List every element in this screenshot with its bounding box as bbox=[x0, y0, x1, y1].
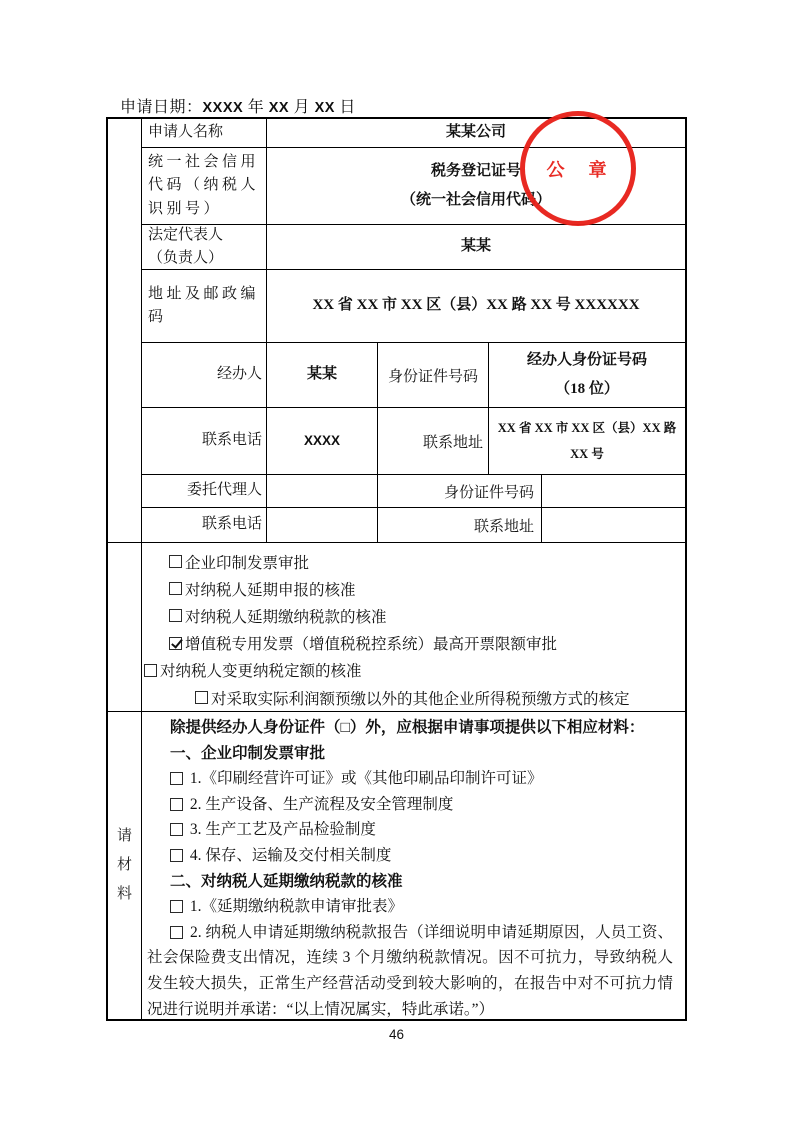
approval-item: 企业印制发票审批 bbox=[169, 548, 685, 575]
proxy-address-label: 联系地址 bbox=[377, 508, 541, 542]
material-item: 1.《印刷经营许可证》或《其他印刷品印制许可证》 bbox=[170, 766, 673, 792]
date-day-value: XX bbox=[314, 100, 335, 116]
proxy-id-label: 身份证件号码 bbox=[377, 475, 541, 507]
table-row bbox=[142, 148, 685, 225]
materials-side-label: 请材料 bbox=[116, 827, 132, 903]
materials-intro: 除提供经办人身份证件（□）外，应根据申请事项提供以下相应材料： bbox=[170, 719, 645, 736]
material-item: 4. 保存、运输及交付相关制度 bbox=[170, 843, 673, 869]
address-value: XX 省 XX 市 XX 区（县）XX 路 XX 号 XXXXXX bbox=[266, 270, 685, 342]
proxy-phone-value bbox=[266, 508, 377, 542]
date-month-value: XX bbox=[268, 100, 290, 116]
table-row bbox=[142, 475, 685, 508]
checkbox-unchecked-icon[interactable] bbox=[169, 582, 182, 595]
credit-code-label: 统一社会信用代码（纳税人识别号） bbox=[148, 154, 260, 217]
phone-value: XXXX bbox=[266, 408, 377, 474]
applicant-name-value: 某某公司 bbox=[266, 119, 685, 147]
materials-content bbox=[142, 712, 685, 1019]
material-item: 2. 生产设备、生产流程及安全管理制度 bbox=[170, 792, 673, 818]
proxy-label: 委托代理人 bbox=[186, 482, 262, 499]
approval-item: 对纳税人变更纳税定额的核准 bbox=[144, 657, 685, 684]
approval-side-cell bbox=[108, 543, 142, 711]
materials-side-cell bbox=[108, 712, 142, 1019]
materials-section1-title: 一、企业印制发票审批 bbox=[170, 744, 326, 762]
credit-code-value: 税务登记证号 （统一社会信用代码） bbox=[266, 148, 685, 224]
checkbox-unchecked-icon[interactable] bbox=[170, 823, 183, 836]
application-date-line bbox=[120, 94, 356, 117]
approval-items-section bbox=[108, 542, 685, 711]
checkbox-checked-icon[interactable] bbox=[169, 637, 182, 650]
checkbox-unchecked-icon[interactable] bbox=[170, 849, 183, 862]
material-item-paragraph: 2. 纳税人申请延期缴纳税款报告（详细说明申请延期原因，人员工资、社会保险费支出情况，连续 3 个月缴纳税款情况。因不可抗力，导致纳税人发生较大损失，正常生产经营活动受到较大影响的，在报告中对不可抗力情况进行说明并承诺：“以上情况属实，特此承诺。”） bbox=[147, 923, 673, 1018]
material-item: 1.《延期缴纳税款申请审批表》 bbox=[170, 894, 673, 920]
handler-name-value: 某某 bbox=[266, 343, 377, 407]
applicant-info-rows bbox=[142, 119, 685, 542]
contact-address-value: XX 省 XX 市 XX 区（县）XX 路 XX 号 bbox=[488, 408, 685, 474]
checkbox-unchecked-icon[interactable] bbox=[169, 609, 182, 622]
contact-address-label: 联系地址 bbox=[377, 408, 488, 474]
date-day-unit: 日 bbox=[334, 99, 356, 116]
materials-section2-title: 二、对纳税人延期缴纳税款的核准 bbox=[170, 872, 403, 890]
applicant-info-side-cell bbox=[108, 119, 142, 542]
checkbox-unchecked-icon[interactable] bbox=[170, 900, 183, 913]
table-row bbox=[142, 270, 685, 343]
checkbox-unchecked-icon[interactable] bbox=[170, 926, 183, 939]
table-row bbox=[142, 508, 685, 542]
approval-item: 对纳税人延期缴纳税款的核准 bbox=[169, 602, 685, 629]
table-row bbox=[142, 408, 685, 475]
material-item: 3. 生产工艺及产品检验制度 bbox=[170, 817, 673, 843]
date-label: 申请日期： bbox=[120, 99, 203, 116]
materials-section bbox=[108, 711, 685, 1019]
table-row bbox=[142, 119, 685, 148]
phone-label: 联系电话 bbox=[201, 432, 262, 449]
legal-rep-label: 法定代表人 （负责人） bbox=[148, 226, 224, 266]
handler-label: 经办人 bbox=[216, 366, 262, 383]
applicant-name-label: 申请人名称 bbox=[148, 124, 224, 141]
date-month-unit: 月 bbox=[289, 99, 315, 116]
approval-item-selected: 增值税专用发票（增值税税控系统）最高开票限额审批 bbox=[169, 630, 685, 657]
proxy-id-value bbox=[541, 475, 685, 507]
checkbox-unchecked-icon[interactable] bbox=[195, 691, 208, 704]
approval-item: 对纳税人延期申报的核准 bbox=[169, 575, 685, 602]
approval-item: 对采取实际利润额预缴以外的其他企业所得税预缴方式的核定 bbox=[195, 684, 685, 711]
address-label: 地址及邮政编码 bbox=[148, 285, 260, 325]
date-year-value: XXXX bbox=[202, 100, 244, 116]
date-year-unit: 年 bbox=[243, 99, 269, 116]
checkbox-unchecked-icon[interactable] bbox=[170, 798, 183, 811]
page-number: 46 bbox=[388, 1027, 405, 1042]
table-row bbox=[142, 343, 685, 408]
legal-rep-value: 某某 bbox=[266, 225, 685, 269]
approval-items-list bbox=[142, 543, 685, 711]
proxy-value bbox=[266, 475, 377, 507]
checkbox-unchecked-icon[interactable] bbox=[169, 555, 182, 568]
handler-id-label: 身份证件号码 bbox=[377, 343, 488, 407]
applicant-info-section bbox=[108, 119, 685, 542]
application-form-table bbox=[106, 117, 687, 1021]
company-seal-text: 公 章 bbox=[546, 160, 610, 180]
table-row bbox=[142, 225, 685, 270]
checkbox-unchecked-icon[interactable] bbox=[170, 772, 183, 785]
checkbox-unchecked-icon[interactable] bbox=[144, 664, 157, 677]
proxy-phone-label: 联系电话 bbox=[201, 516, 262, 533]
proxy-address-value bbox=[541, 508, 685, 542]
handler-id-value: 经办人身份证号码 （18 位） bbox=[488, 343, 685, 407]
